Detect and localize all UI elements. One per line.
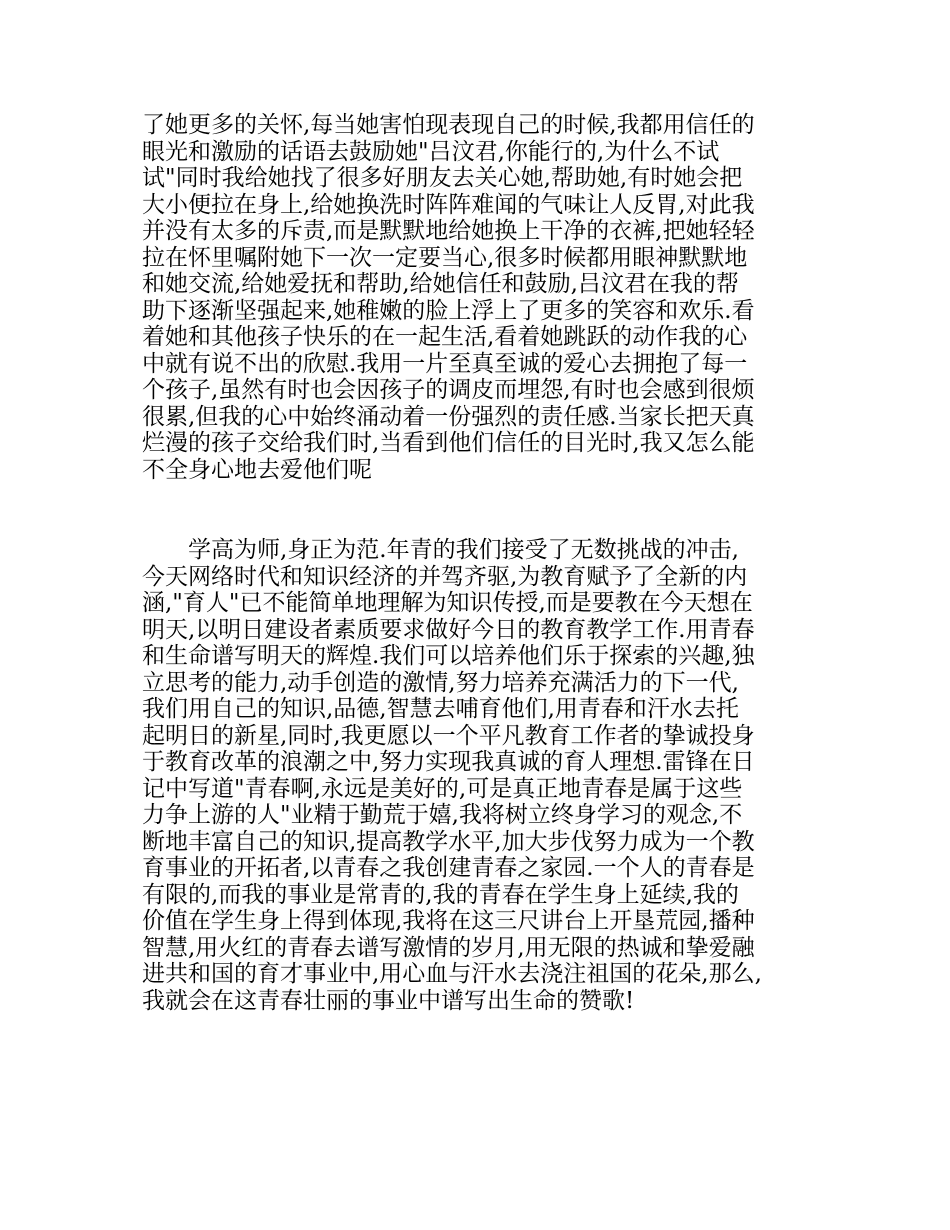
text-line: 中就有说不出的欣慰.我用一片至真至诚的爱心去拥抱了每一	[142, 350, 748, 377]
text-line: 不全身心地去爱他们呢	[142, 456, 372, 483]
text-line: 助下逐渐坚强起来,她稚嫩的脸上浮上了更多的笑容和欢乐.看	[142, 297, 755, 324]
text-line: 智慧,用火红的青春去谱写激情的岁月,用无限的热诚和挚爱融	[142, 934, 755, 961]
text-line: 和她交流,给她爱抚和帮助,给她信任和鼓励,吕汶君在我的帮	[142, 271, 739, 297]
text-line: 了她更多的关怀,每当她害怕现表现自己的时候,我都用信任的	[142, 112, 755, 138]
text-line: 育事业的开拓者,以青春之我创建青春之家园.一个人的青春是	[142, 855, 755, 881]
text-line: 今天网络时代和知识经济的并驾齐驱,为教育赋予了全新的内	[142, 563, 748, 590]
text-line: 于教育改革的浪潮之中,努力实现我真诚的育人理想.雷锋在日	[142, 749, 755, 775]
text-line: 很累,但我的心中始终涌动着一份强烈的责任感.当家长把天真	[142, 403, 755, 430]
text-line: 烂漫的孩子交给我们时,当看到他们信任的目光时,我又怎么能	[142, 430, 755, 456]
text-line: 进共和国的育才事业中,用心血与汗水去浇注祖国的花朵,那么,	[142, 961, 762, 987]
text-line: 明天,以明日建设者素质要求做好今日的教育教学工作.用青春	[142, 616, 755, 643]
paragraph-1	[142, 112, 832, 483]
text-line: 个孩子,虽然有时也会因孩子的调皮而埋怨,有时也会感到很烦	[142, 377, 755, 403]
text-line: 学高为师,身正为范.年青的我们接受了无数挑战的冲击,	[142, 537, 739, 563]
text-line: 着她和其他孩子快乐的在一起生活,看着她跳跃的动作我的心	[142, 324, 748, 350]
paragraph-2	[142, 537, 832, 1014]
text-line: 拉在怀里嘱附她下一次一定要当心,很多时候都用眼神默默地	[142, 244, 748, 271]
text-line: 试"同时我给她找了很多好朋友去关心她,帮助她,有时她会把	[142, 165, 743, 191]
text-line: 眼光和激励的话语去鼓励她"吕汶君,你能行的,为什么不试	[142, 138, 720, 165]
text-line: 价值在学生身上得到体现,我将在这三尺讲台上开垦荒园,播种	[142, 908, 755, 934]
text-line: 有限的,而我的事业是常青的,我的青春在学生身上延续,我的	[142, 881, 739, 908]
text-line: 断地丰富自己的知识,提高教学水平,加大步伐努力成为一个教	[142, 828, 755, 855]
text-line: 起明日的新星,同时,我更愿以一个平凡教育工作者的挚诚投身	[142, 722, 755, 749]
text-line: 力争上游的人"业精于勤荒于嬉,我将树立终身学习的观念,不	[142, 802, 743, 828]
text-line: 并没有太多的斥责,而是默默地给她换上干净的衣裤,把她轻轻	[142, 218, 755, 244]
text-line: 和生命谱写明天的辉煌.我们可以培养他们乐于探索的兴趣,独	[142, 643, 755, 669]
text-line: 记中写道"青春啊,永远是美好的,可是真正地青春是属于这些	[142, 775, 743, 802]
text-line: 立思考的能力,动手创造的激情,努力培养充满活力的下一代,	[142, 669, 739, 696]
text-line: 涵,"育人"已不能简单地理解为知识传授,而是要教在今天想在	[142, 590, 753, 616]
text-line: 我就会在这青春壮丽的事业中谱写出生命的赞歌!	[142, 987, 635, 1014]
text-line: 我们用自己的知识,品德,智慧去哺育他们,用青春和汗水去托	[142, 696, 739, 722]
text-line: 大小便拉在身上,给她换洗时阵阵难闻的气味让人反胃,对此我	[142, 191, 755, 218]
